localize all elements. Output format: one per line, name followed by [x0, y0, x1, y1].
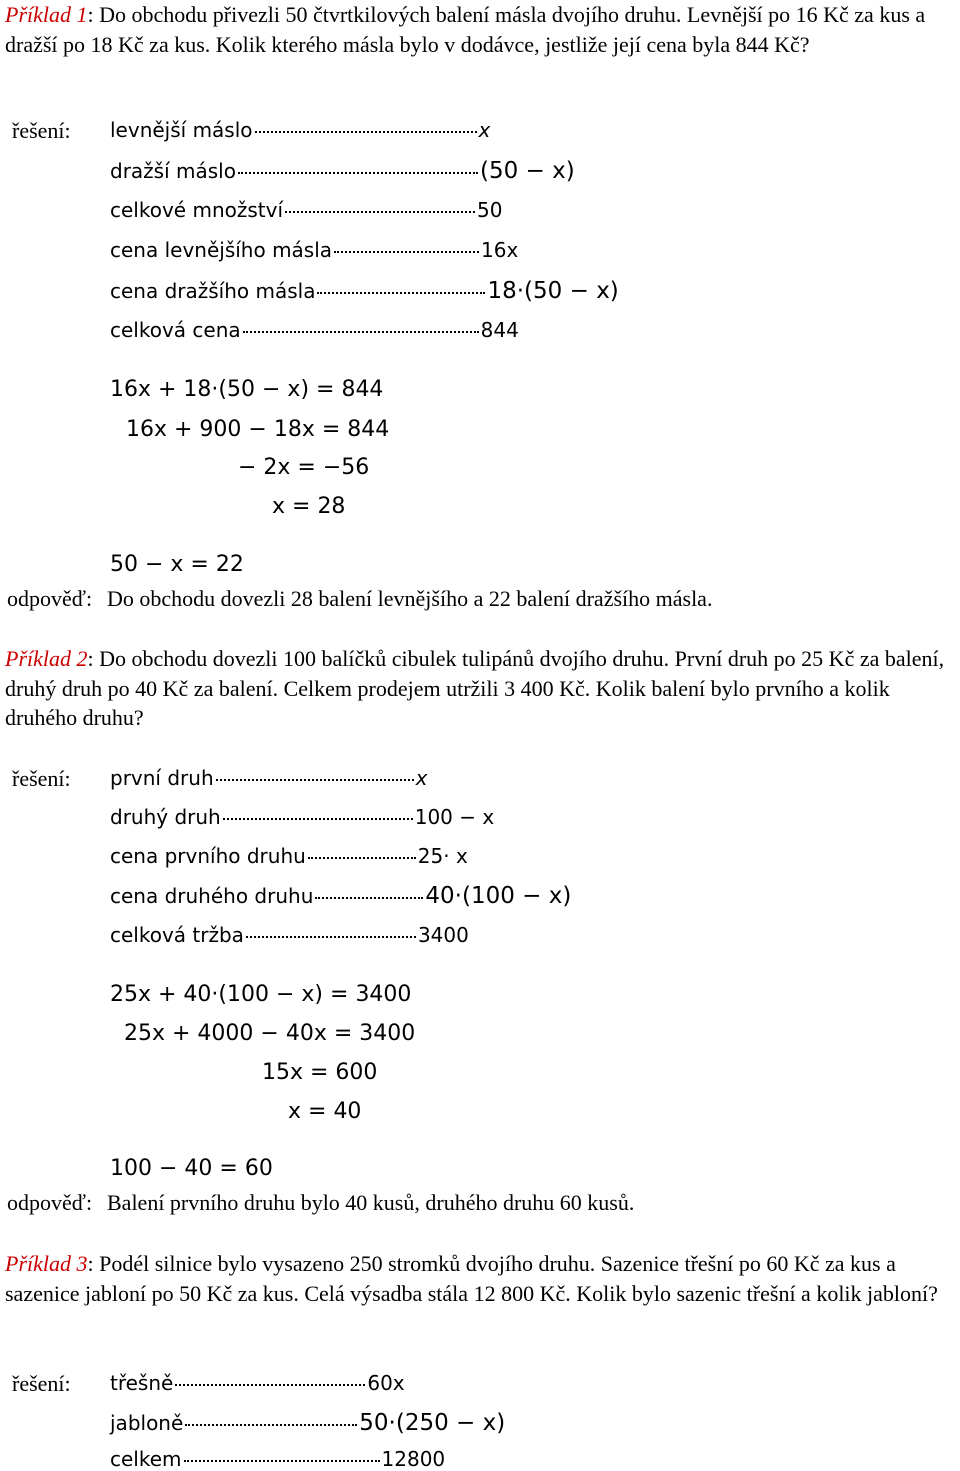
equation: − 2x = −56 [238, 455, 370, 480]
row-label: třešně [110, 1371, 174, 1395]
row-value: 50 [477, 198, 503, 222]
solution-label-1: řešení: [12, 118, 71, 143]
row-1-1 [110, 118, 490, 142]
row-value: x [415, 766, 428, 790]
row-2-5 [110, 923, 469, 947]
row-label: celkové množství [110, 198, 284, 222]
row-1-4 [110, 238, 518, 262]
row-label: jabloně [110, 1411, 184, 1435]
equation: x = 28 [272, 494, 346, 519]
row-1-3 [110, 198, 502, 222]
equation: 25x + 40·(100 − x) = 3400 [110, 982, 412, 1007]
example-3-title: Příklad 3 [5, 1251, 88, 1276]
row-3-1 [110, 1371, 405, 1395]
row-value: 3400 [417, 923, 469, 947]
answer-1 [7, 586, 712, 612]
row-label: levnější máslo [110, 118, 253, 142]
result: 100 − 40 = 60 [110, 1156, 273, 1181]
example-1-title: Příklad 1 [5, 2, 88, 27]
row-1-5 [110, 278, 619, 304]
result: 50 − x = 22 [110, 552, 244, 577]
answer-text: Do obchodu dovezli 28 balení levnějšího a 22 balení dražšího másla. [107, 586, 713, 611]
example-2-title: Příklad 2 [5, 646, 88, 671]
row-value: 12800 [381, 1447, 446, 1471]
answer-text: Balení prvního druhu bylo 40 kusů, druhého druhu 60 kusů. [107, 1190, 635, 1215]
answer-label: odpověď: [7, 1190, 93, 1215]
row-value: 844 [480, 318, 519, 342]
row-label: dražší máslo [110, 159, 236, 183]
row-value: 16x [481, 238, 519, 262]
equation: 15x = 600 [262, 1060, 378, 1085]
row-label: celkem [110, 1447, 182, 1471]
row-1-2 [110, 158, 575, 184]
row-2-3 [110, 844, 468, 868]
example-1-text [5, 0, 957, 59]
row-label: celková tržba [110, 923, 244, 947]
row-label: celková cena [110, 318, 241, 342]
row-value: 50·(250 − x) [359, 1410, 506, 1436]
example-1-body: : Do obchodu přivezli 50 čtvrtkilových balení másla dvojího druhu. Levnější po 16 Kč za kus a dražší po 18 Kč za kus. Kolik kterého másla bylo v dodávce, jestliže její cena byla 844 Kč? [5, 2, 926, 57]
row-value: 40·(100 − x) [425, 883, 572, 909]
row-2-2 [110, 805, 494, 829]
answer-2 [7, 1190, 634, 1216]
row-label: cena levnějšího másla [110, 238, 333, 262]
row-label: cena dražšího másla [110, 279, 316, 303]
row-2-4 [110, 883, 571, 909]
answer-label: odpověď: [7, 586, 93, 611]
equation: x = 40 [288, 1099, 362, 1124]
example-3-text [5, 1249, 957, 1308]
row-value: (50 − x) [479, 158, 575, 184]
row-label: první druh [110, 766, 214, 790]
row-value: 60x [367, 1371, 405, 1395]
equation: 16x + 18·(50 − x) = 844 [110, 377, 384, 402]
example-3-body: : Podél silnice bylo vysazeno 250 stromků dvojího druhu. Sazenice třešní po 60 Kč za kus a sazenice jabloní po 50 Kč za kus. Celá výsadba stála 12 800 Kč. Kolik bylo sazenic třešní a kolik jabloní? [5, 1251, 938, 1306]
row-value: x [478, 118, 491, 142]
row-value: 100 − x [414, 805, 495, 829]
example-2-text [5, 644, 957, 733]
solution-label-2: řešení: [12, 766, 71, 791]
row-1-6 [110, 318, 519, 342]
row-3-3 [110, 1447, 445, 1471]
equation: 16x + 900 − 18x = 844 [126, 417, 390, 442]
equation: 25x + 4000 − 40x = 3400 [124, 1021, 416, 1046]
row-value: 25· x [417, 844, 468, 868]
row-3-2 [110, 1410, 505, 1436]
solution-label-3: řešení: [12, 1371, 71, 1396]
example-2-body: : Do obchodu dovezli 100 balíčků cibulek tulipánů dvojího druhu. První druh po 25 Kč za balení, druhý druh po 40 Kč za balení. Celkem prodejem utržili 3 400 Kč. Kolik balení bylo prvního a kolik druhého druhu? [5, 646, 945, 730]
row-label: druhý druh [110, 805, 221, 829]
row-2-1 [110, 766, 427, 790]
row-label: cena druhého druhu [110, 884, 314, 908]
row-label: cena prvního druhu [110, 844, 306, 868]
row-value: 18·(50 − x) [487, 278, 619, 304]
